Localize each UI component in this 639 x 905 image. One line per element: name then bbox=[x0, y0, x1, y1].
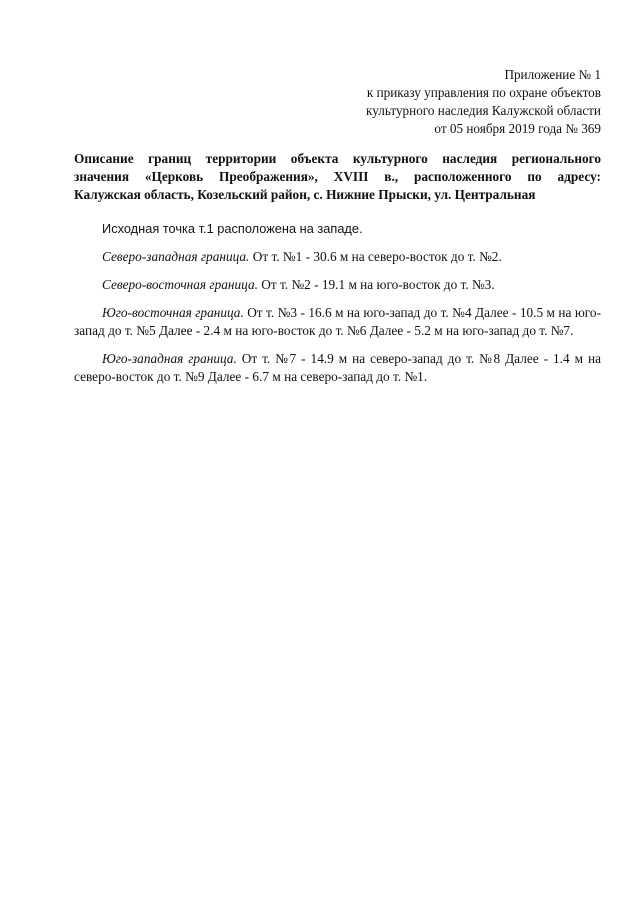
boundary-southwest bbox=[74, 350, 601, 386]
document-title bbox=[74, 150, 601, 204]
boundary-label: Северо-западная граница. bbox=[102, 249, 250, 264]
appendix-header bbox=[366, 66, 601, 138]
boundary-northwest bbox=[74, 248, 601, 266]
boundary-label: Юго-западная граница. bbox=[102, 351, 237, 366]
title-line-2: значения «Церковь Преображения», XVIII в., расположенного по адресу: bbox=[74, 169, 601, 184]
start-point-text: Исходная точка т.1 расположена на западе. bbox=[102, 221, 363, 236]
title-line-1: Описание границ территории объекта культурного наследия регионального bbox=[74, 151, 601, 166]
boundary-description: От т. №1 - 30.6 м на северо-восток до т. №2. bbox=[249, 249, 502, 264]
boundary-label: Северо-восточная граница. bbox=[102, 277, 258, 292]
boundary-description: От т. №2 - 19.1 м на юго-восток до т. №3. bbox=[257, 277, 495, 292]
boundary-description: От т. №7 - 14.9 м на северо-запад до т. №8 Далее - 1.4 м на северо-восток до т. №9 Далее - 6.7 м на северо-запад до т. №1. bbox=[74, 351, 601, 384]
appendix-authority: культурного наследия Калужской области bbox=[366, 103, 601, 118]
title-line-3: Калужская область, Козельский район, с. Нижние Прыски, ул. Центральная bbox=[74, 187, 536, 202]
boundary-northeast bbox=[74, 276, 601, 294]
appendix-date: от 05 ноября 2019 года № 369 bbox=[434, 121, 601, 136]
boundary-southeast bbox=[74, 304, 601, 340]
appendix-number: Приложение № 1 bbox=[504, 67, 601, 82]
document-body bbox=[74, 220, 601, 396]
boundary-description: От т. №3 - 16.6 м на юго-запад до т. №4 Далее - 10.5 м на юго-запад до т. №5 Далее - 2.4 м на юго-восток до т. №6 Далее - 5.2 м на юго-запад до т. №7. bbox=[74, 305, 601, 338]
appendix-order-ref: к приказу управления по охране объектов bbox=[366, 85, 601, 100]
boundary-label: Юго-восточная граница. bbox=[102, 305, 244, 320]
